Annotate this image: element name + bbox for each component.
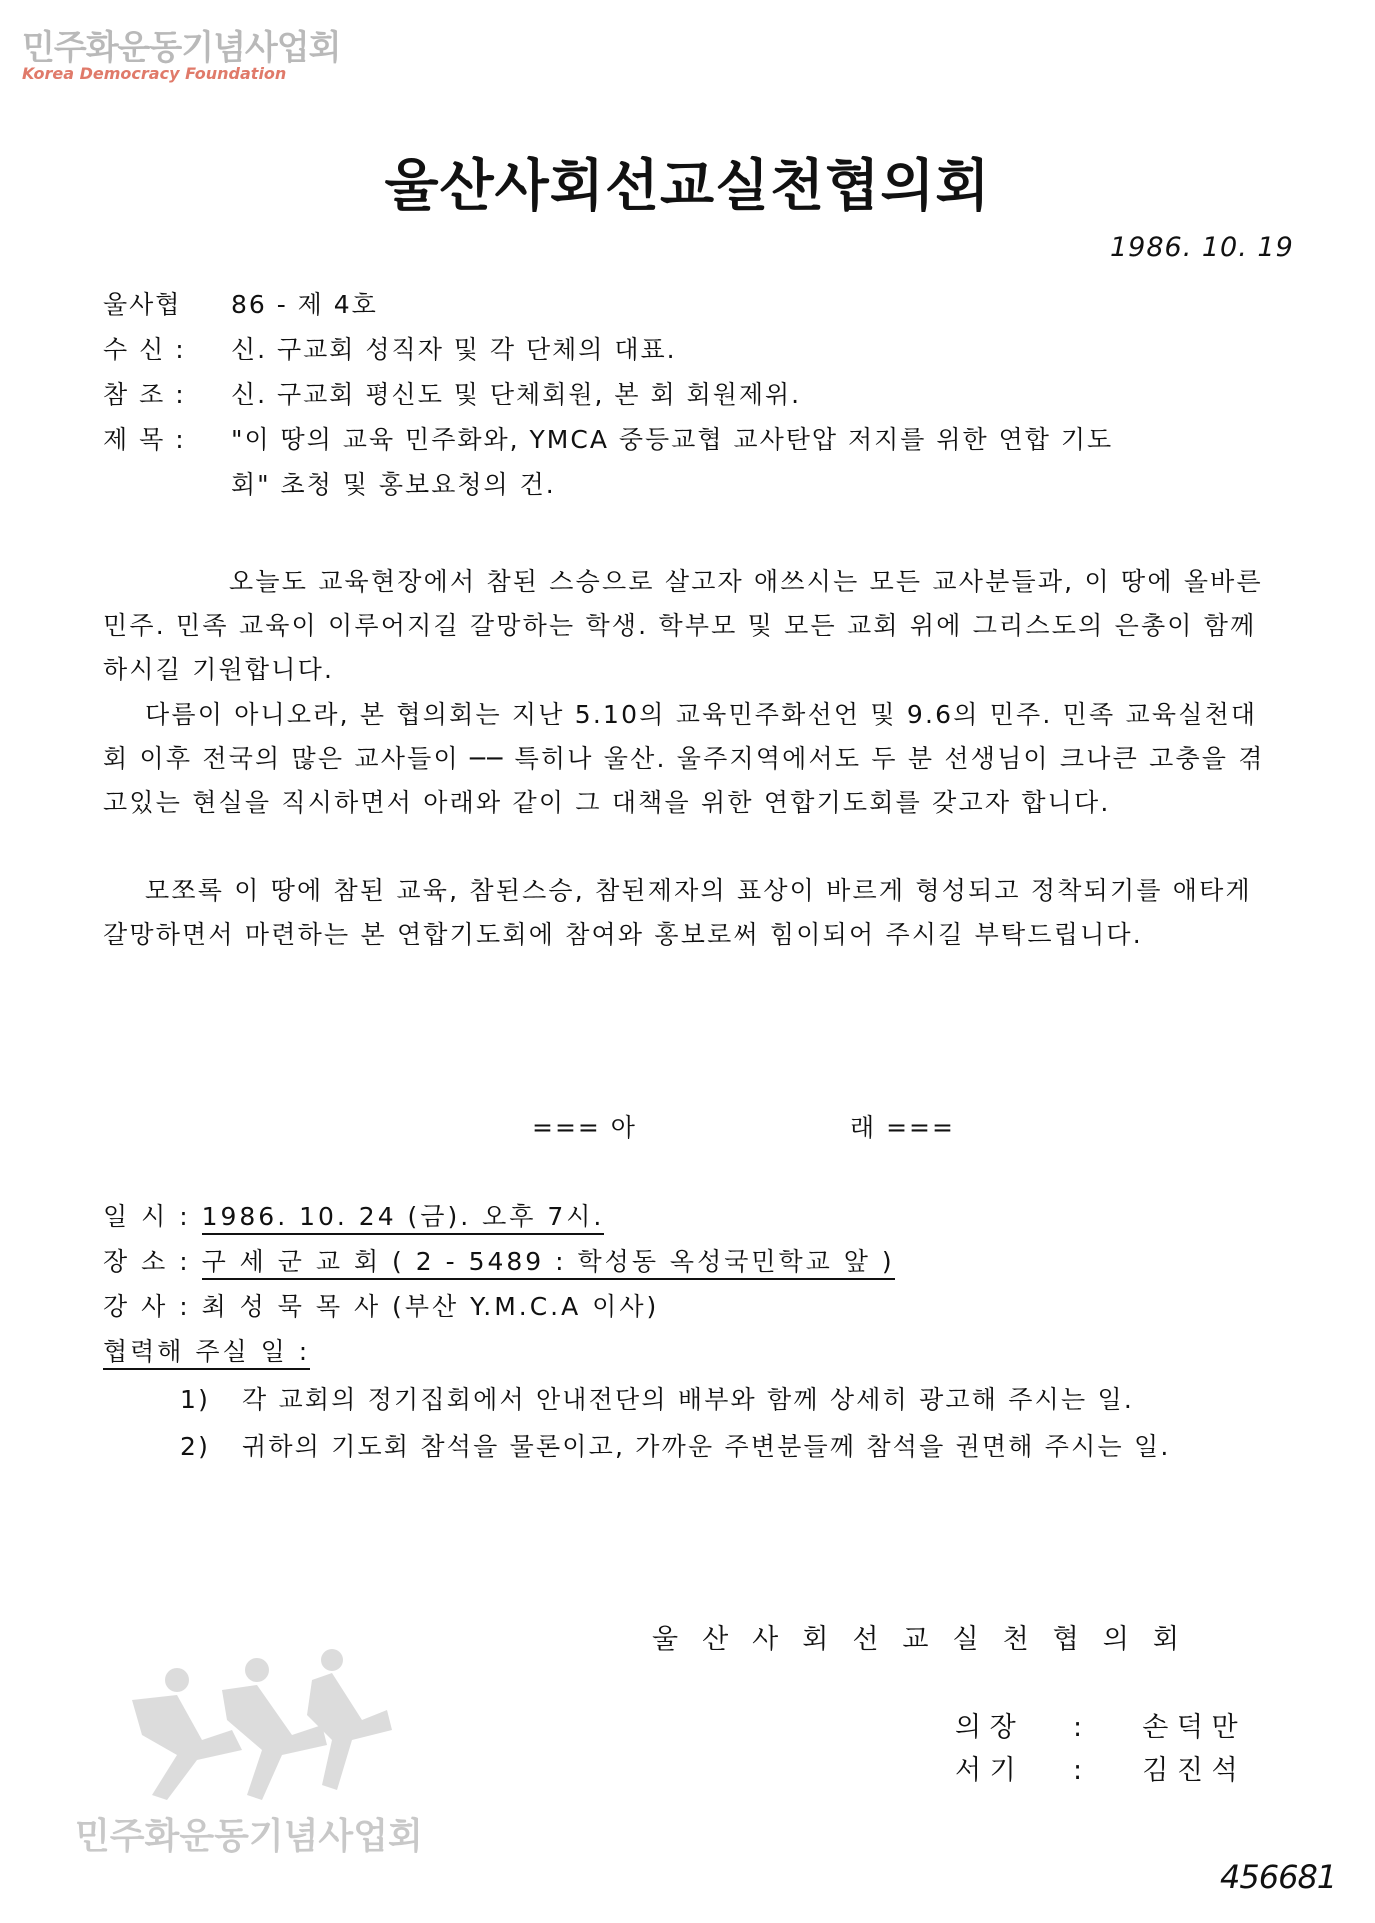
colon: : — [1073, 1755, 1083, 1786]
subject-text-2: 회" 초청 및 홍보요청의 건. — [230, 470, 556, 499]
recipient-label: 수 신 : — [103, 335, 186, 364]
reference: 신. 구교회 평신도 및 단체회원, 본 회 회원제위. — [230, 380, 802, 409]
body-paragraph-3 — [103, 869, 1273, 957]
document-title: 울산사회선교실천협의회 — [384, 154, 991, 219]
paragraph-2-text: 다름이 아니오라, 본 협의회는 지난 5.10의 교육민주화선언 및 9.6의 민주. 민족 교육실천대회 이후 전국의 많은 교사들이 ── 특히나 울산. 울주지역에서도 두 분 선생님이 크나큰 고충을 겪고있는 현실을 직시하면서 아래와 같이 그 대책을 위한 연합기도회를 갖고자 합니다. — [103, 700, 1265, 817]
place-label: 장 소 : — [103, 1247, 191, 1276]
recipient: 신. 구교회 성직자 및 각 단체의 대표. — [230, 335, 677, 364]
signature-organization: 울산사회선교실천협의회 — [652, 1624, 1203, 1655]
cooperation-item-2 — [180, 1425, 1260, 1469]
time-value: 1986. 10. 24 (금). 오후 7시. — [202, 1202, 605, 1235]
section-heading-left: === 아 — [532, 1113, 637, 1142]
paragraph-1-text: 오늘도 교육현장에서 참된 스승으로 살고자 애쓰시는 모든 교사분들과, 이 땅에 올바른 민주. 민족 교육이 이루어지길 갈망하는 학생. 학부모 및 모든 교회 위에 그리스도의 은총이 함께 하시길 기원합니다. — [103, 567, 1263, 684]
cooperation-item-1 — [180, 1380, 1280, 1416]
paragraph-3-text: 모쪼록 이 땅에 참된 교육, 참된스승, 참된제자의 표상이 바르게 형성되고 정착되기를 애타게 갈망하면서 마련하는 본 연합기도회에 참여와 홍보로써 힘이되어 주시길 부탁드립니다. — [103, 876, 1252, 949]
cooperation-heading — [103, 1332, 310, 1368]
item-text: 각 교회의 정기집회에서 안내전단의 배부와 함께 상세히 광고해 주시는 일. — [242, 1385, 1134, 1414]
body-paragraph-2 — [103, 693, 1273, 825]
colon: : — [1073, 1712, 1083, 1743]
chair-label: 의 장 — [955, 1712, 1016, 1743]
secretary-label: 서 기 — [955, 1755, 1016, 1786]
reference-label: 참 조 : — [103, 380, 186, 409]
subject-line-2 — [103, 465, 556, 501]
signature-secretary — [955, 1748, 1238, 1787]
watermark-korean-bottom: 민주화운동기념사업회 — [75, 1816, 423, 1857]
speaker-line — [103, 1287, 659, 1323]
doc-number: 86 - 제 4호 — [230, 290, 378, 319]
subject-label: 제 목 : — [103, 425, 186, 454]
document-serial-number: 456681 — [1220, 1858, 1337, 1896]
item-number: 2) — [180, 1432, 211, 1461]
item-text: 귀하의 기도회 참석을 물론이고, 가까운 주변분들께 참석을 권면해 주시는 일. — [242, 1432, 1171, 1461]
watermark-korean: 민주화운동기념사업회 — [22, 28, 341, 68]
body-paragraph-1 — [103, 560, 1273, 692]
time-label: 일 시 : — [103, 1202, 191, 1231]
section-heading-right: 래 === — [850, 1113, 955, 1142]
place-value: 구 세 군 교 회 ( 2 - 5489 : 학성동 옥성국민학교 앞 ) — [202, 1247, 895, 1280]
item-number: 1) — [180, 1385, 211, 1414]
doc-number-line — [103, 285, 378, 321]
speaker-value: 최 성 묵 목 사 (부산 Y.M.C.A 이사) — [201, 1292, 660, 1321]
secretary-name: 김 진 석 — [1142, 1755, 1238, 1786]
cooperation-label: 협력해 주실 일 : — [103, 1337, 310, 1370]
speaker-label: 강 사 : — [103, 1292, 191, 1321]
document-date: 1986. 10. 19 — [1110, 232, 1294, 263]
place-line — [103, 1242, 895, 1278]
signature-chair — [955, 1705, 1238, 1744]
doc-number-label: 울사협 — [103, 290, 182, 319]
watermark-english: Korea Democracy Foundation — [22, 64, 287, 83]
reference-line — [103, 375, 801, 411]
subject-text-1: "이 땅의 교육 민주화와, YMCA 중등교협 교사탄압 저지를 위한 연합 기도 — [230, 425, 1114, 454]
chair-name: 손 덕 만 — [1142, 1712, 1238, 1743]
foundation-logo-icon — [82, 1640, 402, 1810]
recipient-line — [103, 330, 677, 366]
time-line — [103, 1197, 604, 1233]
subject-line — [103, 420, 1113, 456]
